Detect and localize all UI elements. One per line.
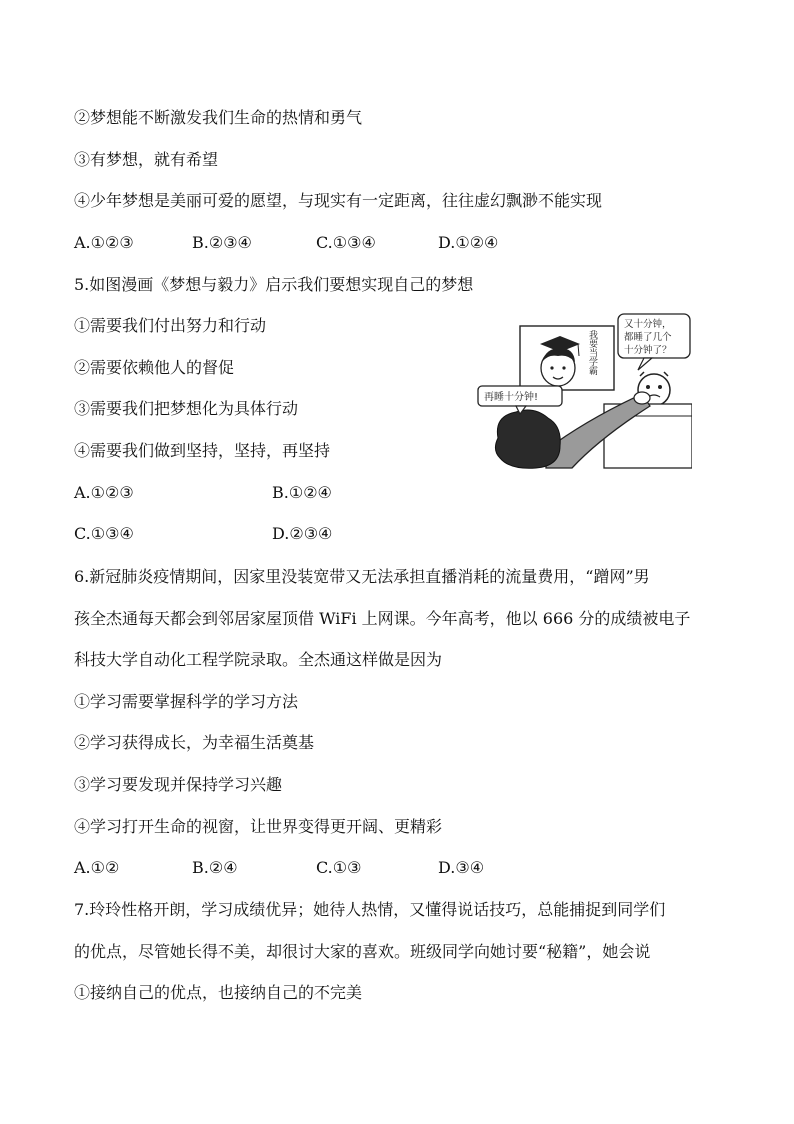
- q5-option-c: C.①③④: [74, 524, 134, 543]
- q6-option-b: B.②④: [192, 858, 238, 877]
- q4-statement-4: ④少年梦想是美丽可爱的愿望，与现实有一定距离，往往虚幻飘渺不能实现: [74, 191, 603, 210]
- q7-stem-line-1: 7.玲玲性格开朗，学习成绩优异；她待人热情，又懂得说话技巧，总能捕捉到同学们: [74, 900, 666, 919]
- q6-option-c: C.①③: [316, 858, 362, 877]
- cartoon-sleeper-bubble: 再睡十分钟!: [484, 392, 539, 403]
- q6-statement-2: ②学习获得成长，为幸福生活奠基: [74, 733, 315, 752]
- q6-option-a: A.①②: [74, 858, 120, 877]
- q5-option-a: A.①②③: [74, 483, 134, 502]
- q5-stem: 5.如图漫画《梦想与毅力》启示我们要想实现自己的梦想: [74, 275, 474, 294]
- cartoon-clock-bubble-line-2: 都睡了几个: [624, 332, 672, 343]
- q7-statement-1: ①接纳自己的优点，也接纳自己的不完美: [74, 983, 363, 1002]
- q4-option-b: B.②③④: [192, 233, 252, 252]
- q6-statement-1: ①学习需要掌握科学的学习方法: [74, 692, 299, 711]
- q5-statement-2: ②需要依赖他人的督促: [74, 358, 235, 377]
- cartoon-clock-bubble-line-1: 又十分钟，: [624, 319, 672, 330]
- q6-stem-line-2: 孩全杰通每天都会到邻居家屋顶借 WiFi 上网课。今年高考，他以 666 分的成绩被电子: [74, 609, 691, 628]
- q4-option-d: D.①②④: [438, 233, 499, 252]
- q4-option-c: C.①③④: [316, 233, 376, 252]
- q6-statement-3: ③学习要发现并保持学习兴趣: [74, 775, 283, 794]
- q7-stem-line-2: 的优点，尽管她长得不美，却很讨大家的喜欢。班级同学向她讨要“秘籍”，她会说: [74, 942, 651, 961]
- cartoon-dream-text: 我要当学霸: [587, 330, 597, 375]
- q5-statement-3: ③需要我们把梦想化为具体行动: [74, 399, 299, 418]
- q5-option-d: D.②③④: [272, 524, 333, 543]
- q4-option-a: A.①②③: [74, 233, 134, 252]
- cartoon-clock-bubble-line-3: 十分钟了？: [624, 345, 672, 356]
- dream-and-perseverance-cartoon: [476, 310, 692, 470]
- q5-option-b: B.①②④: [272, 483, 332, 502]
- q6-option-d: D.③④: [438, 858, 485, 877]
- q5-statement-1: ①需要我们付出努力和行动: [74, 316, 267, 335]
- q6-stem-line-3: 科技大学自动化工程学院录取。全杰通这样做是因为: [74, 650, 443, 669]
- q6-stem-line-1: 6.新冠肺炎疫情期间，因家里没装宽带又无法承担直播消耗的流量费用，“蹭网”男: [74, 567, 650, 586]
- q4-statement-2: ②梦想能不断激发我们生命的热情和勇气: [74, 108, 363, 127]
- q6-statement-4: ④学习打开生命的视窗，让世界变得更开阔、更精彩: [74, 817, 443, 836]
- q4-statement-3: ③有梦想，就有希望: [74, 150, 219, 169]
- q5-statement-4: ④需要我们做到坚持，坚持，再坚持: [74, 441, 331, 460]
